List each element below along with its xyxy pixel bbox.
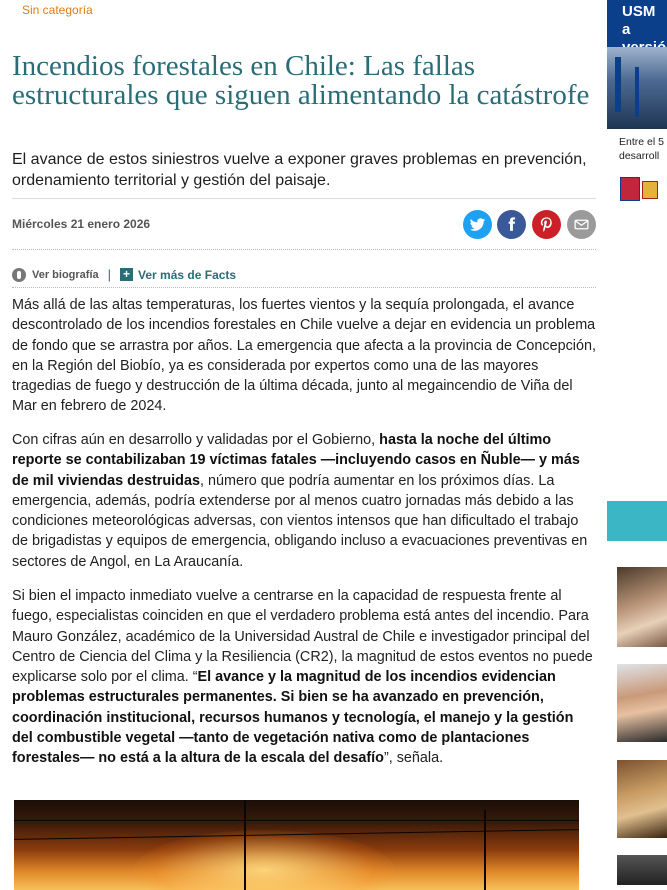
article-date: Miércoles 21 enero 2026 [12,217,151,231]
twitter-share-button[interactable] [463,210,492,239]
article-title: Incendios forestales en Chile: Las fallas estructurales que siguen alimentando la catástrofe [12,50,590,111]
divider [12,287,596,288]
author-links [12,267,236,282]
sidebar-thumbnail[interactable] [617,664,667,742]
sidebar-thumbnail[interactable] [617,567,667,647]
pinterest-share-button[interactable] [532,210,561,239]
separator: | [107,267,112,282]
category-link[interactable]: Sin categoría [22,3,93,17]
article-photo-wildfire [14,800,579,890]
plus-icon: + [120,268,133,281]
facebook-icon [503,216,520,233]
email-share-button[interactable] [567,210,596,239]
sidebar-thumbnail[interactable] [617,760,667,838]
crest-logo [642,181,658,199]
envelope-icon [573,216,590,233]
paragraph-3: Si bien el impacto inmediato vuelve a centrarse en la capacidad de respuesta frente al fuego, especialistas coinciden en que el verdadero problema está antes del incendio. Para Mauro González, académico de la Universidad Austral de Chile e investigador principal del Centro de Ciencia del Clima y la Resiliencia (CR2), la magnitud de estos eventos no puede explicarse solo por el clima. “El avance y la magnitud de los incendios evidencian problemas estructurales permanentes. Si bien se ha avanzado en prevención, coordinación institucional, recursos humanos y tecnología, el manejo y la gestión del combustible vegetal —tanto de vegetación nativa como de plantaciones forestales— no está a la altura de la escala del desafío”, señala. [12,588,593,767]
facebook-share-button[interactable] [497,210,526,239]
divider [12,249,596,250]
twitter-icon [469,216,486,233]
ad-headline: USM a [607,0,667,47]
ad-text: Entre el 5 desarroll [619,136,664,162]
sidebar-banner[interactable] [607,501,667,541]
paragraph-2: Con cifras aún en desarrollo y validadas por el Gobierno, hasta la noche del último reporte se contabilizaban 19 víctimas fatales —incluyendo casos en Ñuble— y más de mil viviendas destruidas, número que podría aumentar en los próximos días. La emergencia, además, podría extenderse por al menos cuatro jornadas más debido a las condiciones meteorológicas adversas, con vientos intensos que han dificultado el trabajo de brigadistas y equipos de emergencia, obligando incluso a evacuaciones preventivas en sectores de Angol, en La Araucanía. [12,432,588,570]
crest-logo [620,177,640,201]
info-icon [12,268,26,282]
paragraph-1: Más allá de las altas temperaturas, los fuertes vientos y la sequía prolongada, el avance descontrolado de los incendios forestales en Chile vuelve a dejar en evidencia un problema de fondo que se arrastra por años. La emergencia que afecta a la provincia de Concepción, en la Región del Biobío, ya es considerada por expertos como una de las mayores tragedias de fuego y destrucción de la última década, junto al megaincendio de Viña del Mar en febrero de 2024. [12,297,596,415]
sidebar-ad[interactable] [607,0,667,208]
facts-link[interactable]: Ver más de Facts [138,267,237,282]
ad-photo [607,47,667,129]
pinterest-icon [538,216,555,233]
divider [12,198,596,199]
bio-link[interactable]: Ver biografía [32,268,99,281]
article-subtitle: El avance de estos siniestros vuelve a exponer graves problemas en prevención, ordenamiento territorial y gestión del paisaje. [12,151,587,189]
